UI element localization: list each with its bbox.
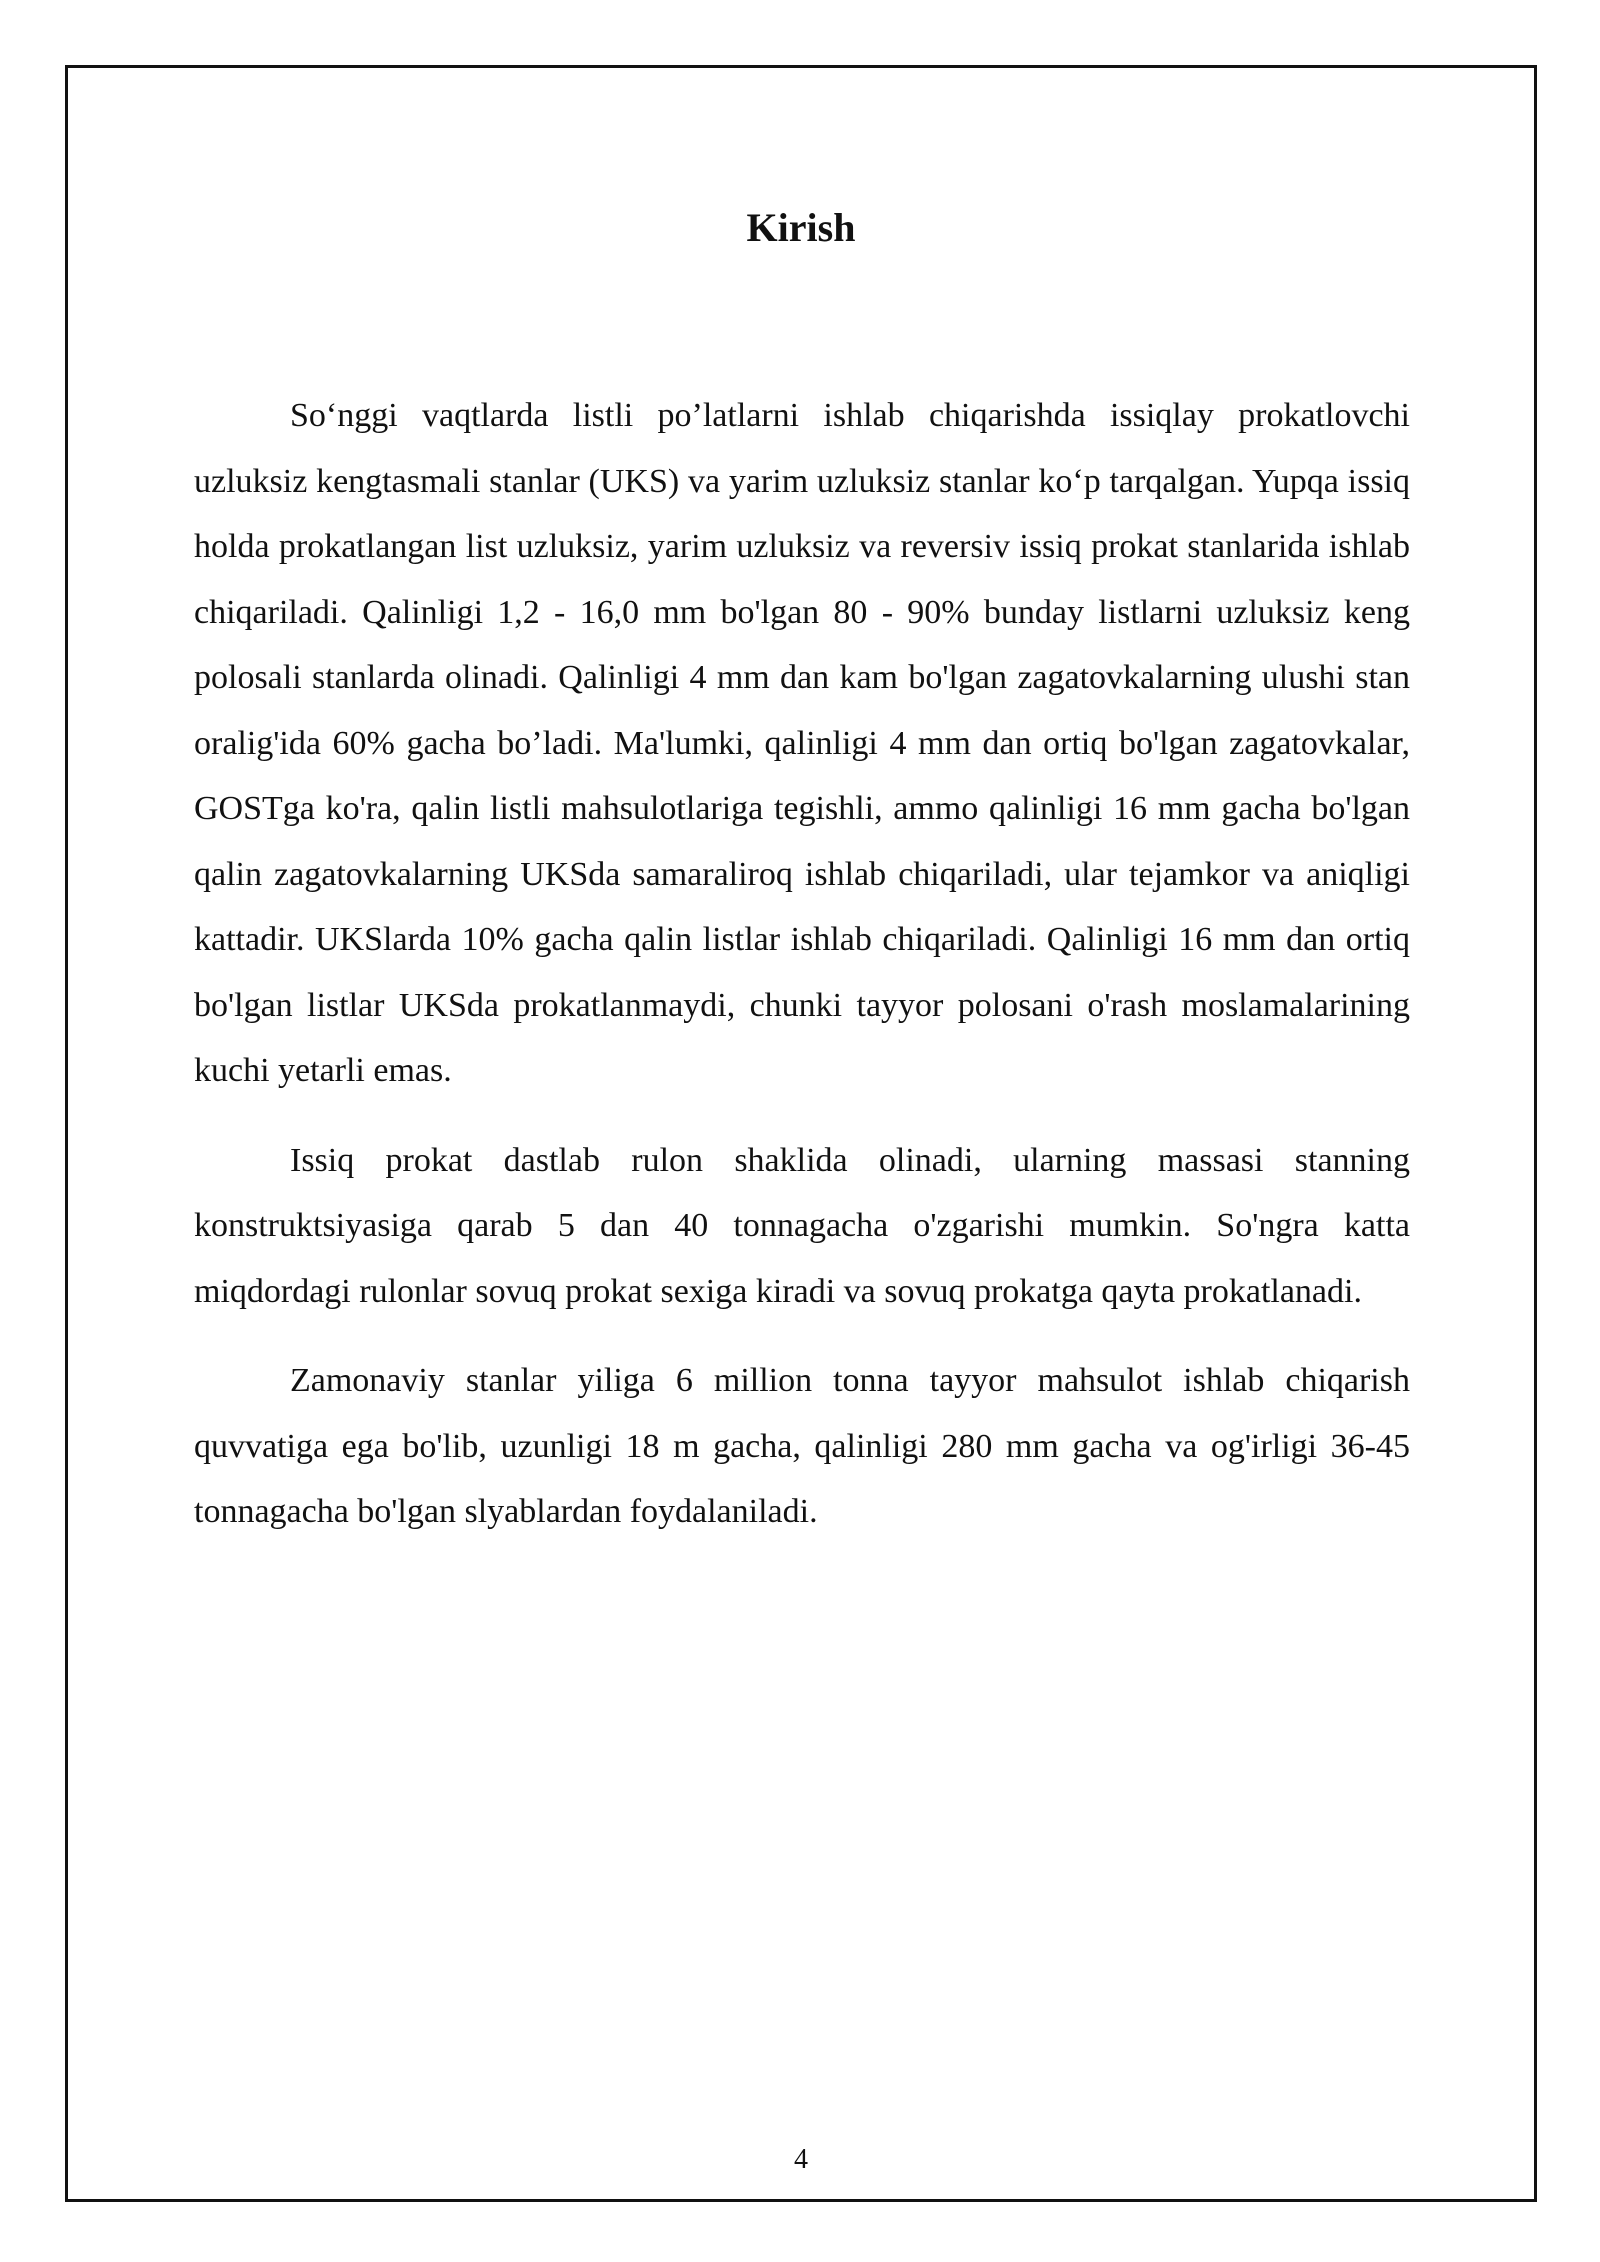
paragraph-2: Issiq prokat dastlab rulon shaklida olinadi, ularning massasi stanning konstruktsiyasiga qarab 5 dan 40 tonnagacha o'zgarishi mumkin. So'ngra katta miqdordagi rulonlar sovuq prokat sexiga kiradi va sovuq prokatga qayta prokatlanadi. <box>194 1141 1410 1310</box>
page-frame <box>65 65 1537 2202</box>
document-body <box>194 383 1410 1569</box>
page-title: Kirish <box>746 205 856 250</box>
page-number: 4 <box>794 2144 808 2175</box>
paragraph-3: Zamonaviy stanlar yiliga 6 million tonna tayyor mahsulot ishlab chiqarish quvvatiga ega bo'lib, uzunligi 18 m gacha, qalinligi 280 mm gacha va og'irligi 36-45 tonnagacha bo'lgan slyablardan foydalaniladi. <box>194 1362 1410 1530</box>
paragraph-1: So‘nggi vaqtlarda listli po’latlarni ishlab chiqarishda issiqlay prokatlovchi uzluksiz kengtasmali stanlar (UKS) va yarim uzluksiz stanlar ko‘p tarqalgan. Yupqa issiq holda prokatlangan list uzluksiz, yarim uzluksiz va reversiv issiq prokat stanlarida ishlab chiqariladi. Qalinligi 1,2 - 16,0 mm bo'lgan 80 - 90% bunday listlarni uzluksiz keng polosali stanlarda olinadi. Qalinligi 4 mm dan kam bo'lgan zagatovkalarning ulushi stan oralig'ida 60% gacha bo’ladi. Ma'lumki, qalinligi 4 mm dan ortiq bo'lgan zagatovkalar, GOSTga ko'ra, qalin listli mahsulotlariga tegishli, ammo qalinligi 16 mm gacha bo'lgan qalin zagatovkalarning UKSda samaraliroq ishlab chiqariladi, ular tejamkor va aniqligi kattadir. UKSlarda 10% gacha qalin listlar ishlab chiqariladi. Qalinligi 16 mm dan ortiq bo'lgan listlar UKSda prokatlanmaydi, chunki tayyor polosani o'rash moslamalarining kuchi yetarli emas. <box>194 397 1410 1089</box>
